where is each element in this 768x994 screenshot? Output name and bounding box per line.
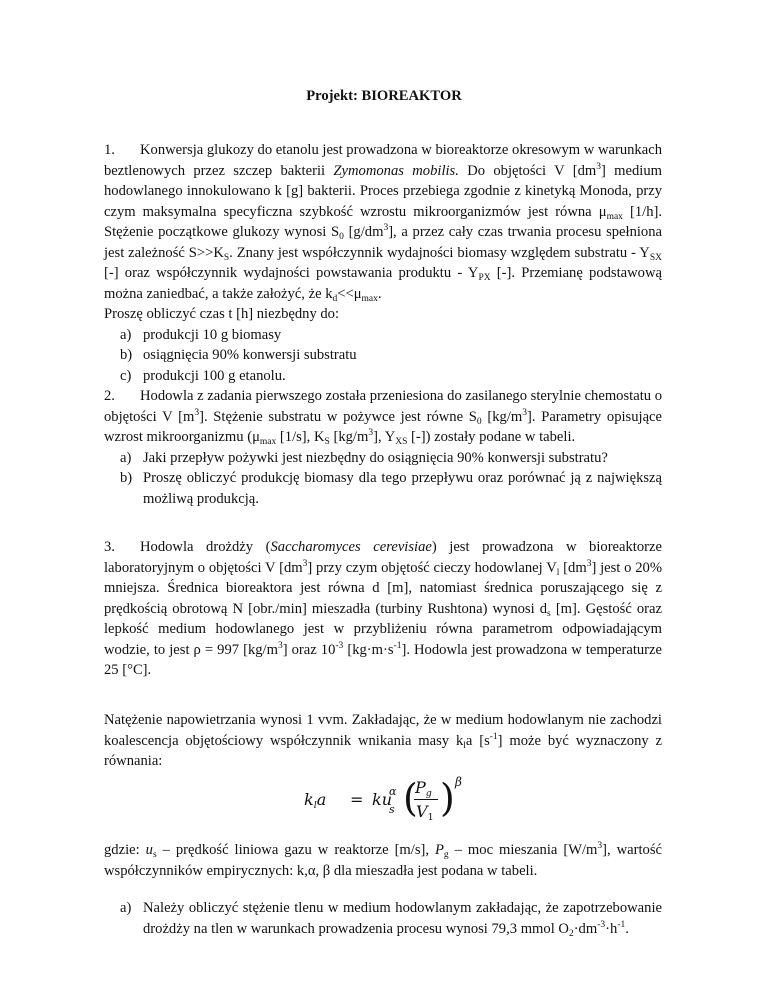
list-item: b) osiągnięcia 90% konwersji substratu: [120, 347, 357, 363]
formula-lhs: k: [304, 790, 314, 809]
task-3-where: [104, 840, 662, 881]
task-1-question: Proszę obliczyć czas t [h] niezbędny do:: [104, 306, 340, 322]
task-3-species: Saccharomyces cerevisiae: [270, 539, 432, 555]
formula-beta: β: [455, 775, 462, 789]
task-1-species: Zymomonas mobilis.: [333, 162, 459, 179]
formula-right-paren: ): [440, 776, 455, 820]
formula-equals: =: [350, 790, 364, 809]
formula-alpha: α: [389, 785, 397, 798]
task-1-number: 1.: [104, 142, 115, 158]
list-item: a) Jaki przepływ pożywki jest niezbędny do osiągnięcia 90% konwersji substratu?: [120, 449, 608, 466]
aeration-paragraph: Natężenie napowietrzania wynosi 1 vvm. Zakładając, że w medium hodowlanym nie zachodzi koalescencja objętościowy współczynnik wnikania masy $k_la$ $[s^{-1}]$ może być wyznaczony z równania:: [104, 712, 662, 769]
fraction-bar: [414, 799, 438, 800]
formula-numerator: $P_g$: [415, 778, 432, 799]
kla-formula: $k_la$ = ku α s ( $P_g$ $V_1$ ) β: [0, 772, 768, 832]
list-item: c) produkcji 100 g etanolu.: [120, 367, 286, 384]
list-item: b) Proszę obliczyć produkcję biomasy dla tego przepływu oraz porównać ją z największą możliwą produkcją.: [120, 470, 662, 507]
formula-left-paren: (: [403, 776, 418, 820]
task-3-item-a: [104, 898, 662, 939]
task-3: [104, 537, 662, 681]
formula-us-sub: s: [389, 803, 395, 816]
task-2-list: [104, 448, 662, 510]
task-3-number: 3.: [104, 539, 115, 555]
task-3-aeration: [104, 710, 662, 772]
where-paragraph: gdzie: $u_s$ – prędkość liniowa gazu w reaktorze [m/s], $P_g$ – moc mieszania $[W/m^3]$, wartość współczynników empirycznych: k,α, β dla mieszadła jest podana w tabeli.: [104, 841, 662, 879]
task-1: [104, 140, 662, 386]
list-item: a) Należy obliczyć stężenie tlenu w medium hodowlanym zakładając, że zapotrzebowanie drożdży na tlen w warunkach prowadzenia procesu wynosi 79,3 mmol $O_2\cdot dm^{-3}\cdot h^{-1}$.: [120, 900, 662, 939]
formula-denominator: $V_1$: [416, 802, 434, 823]
list-item: a) produkcji 10 g biomasy: [120, 326, 282, 343]
task-2: [104, 386, 662, 509]
task-3-paragraph: 3. Hodowla drożdży (Saccharomyces cerevisiae) jest prowadzona w bioreaktorze laboratoryjnym o objętości V $[dm^3]$ przy czym objętość cieczy hodowlanej $V_l$ $[dm^3]$ jest o 20% mniejsza. Średnica bioreaktora jest równa d [m], natomiast średnica poruszającego się z prędkością obrotową N [obr./min] mieszadła (turbiny Rushtona) wynosi $d_s$ [m]. Gęstość oraz lepkość medium hodowlanego jest w przybliżeniu równa parametrom odpowiadającym wodzie, to jest ρ = 997 $[kg/m^3]$ oraz $10^{-3}$ $[kg\cdot m\cdot s^{-1}]$. Hodowla jest prowadzona w temperaturze 25 [°C].: [104, 539, 663, 678]
page-title: Projekt: BIOREAKTOR: [306, 88, 462, 104]
task-1-paragraph: 1. Konwersja glukozy do etanolu jest prowadzona w bioreaktorze okresowym w warunkach beztlenowych przez szczep bakterii Zymomonas mobilis. Do objętości V $[dm^3]$ medium hodowlanego innokulowano k [g] bakterii. Proces przebiega zgodnie z kinetyką Monoda, przy czym maksymalna specyficzna szybkość wzrostu mikroorganizmów jest równa $\mu_{max}$ [1/h]. Stężenie początkowe glukozy wynosi $S_0$ $[g/dm^3]$, a przez cały czas trwania procesu spełniona jest zależność $S>>K_S$. Znany jest współczynnik wydajności biomasy względem substratu - $Y_{SX}$ [-] oraz współczynnik wydajności powstawania produktu - $Y_{PX}$ [-]. Przemianę podstawową można zaniedbać, a także założyć, że $k_d<<\mu_{max}$.: [104, 142, 663, 304]
task-2-paragraph: 2. Hodowla z zadania pierwszego została przeniesiona do zasilanego sterylnie chemostatu o objętości V $[m^3]$. Stężenie substratu w pożywce jest równe $S_0$ $[kg/m^3]$. Parametry opisujące wzrost mikroorganizmu ($\mu_{max}$ [1/s], $K_S$ $[kg/m^3]$, $Y_{XS}$ [-]) zostały podane w tabeli.: [104, 388, 663, 447]
task-3-list: [104, 898, 662, 939]
task-2-number: 2.: [104, 388, 115, 404]
task-1-list: [104, 325, 662, 387]
